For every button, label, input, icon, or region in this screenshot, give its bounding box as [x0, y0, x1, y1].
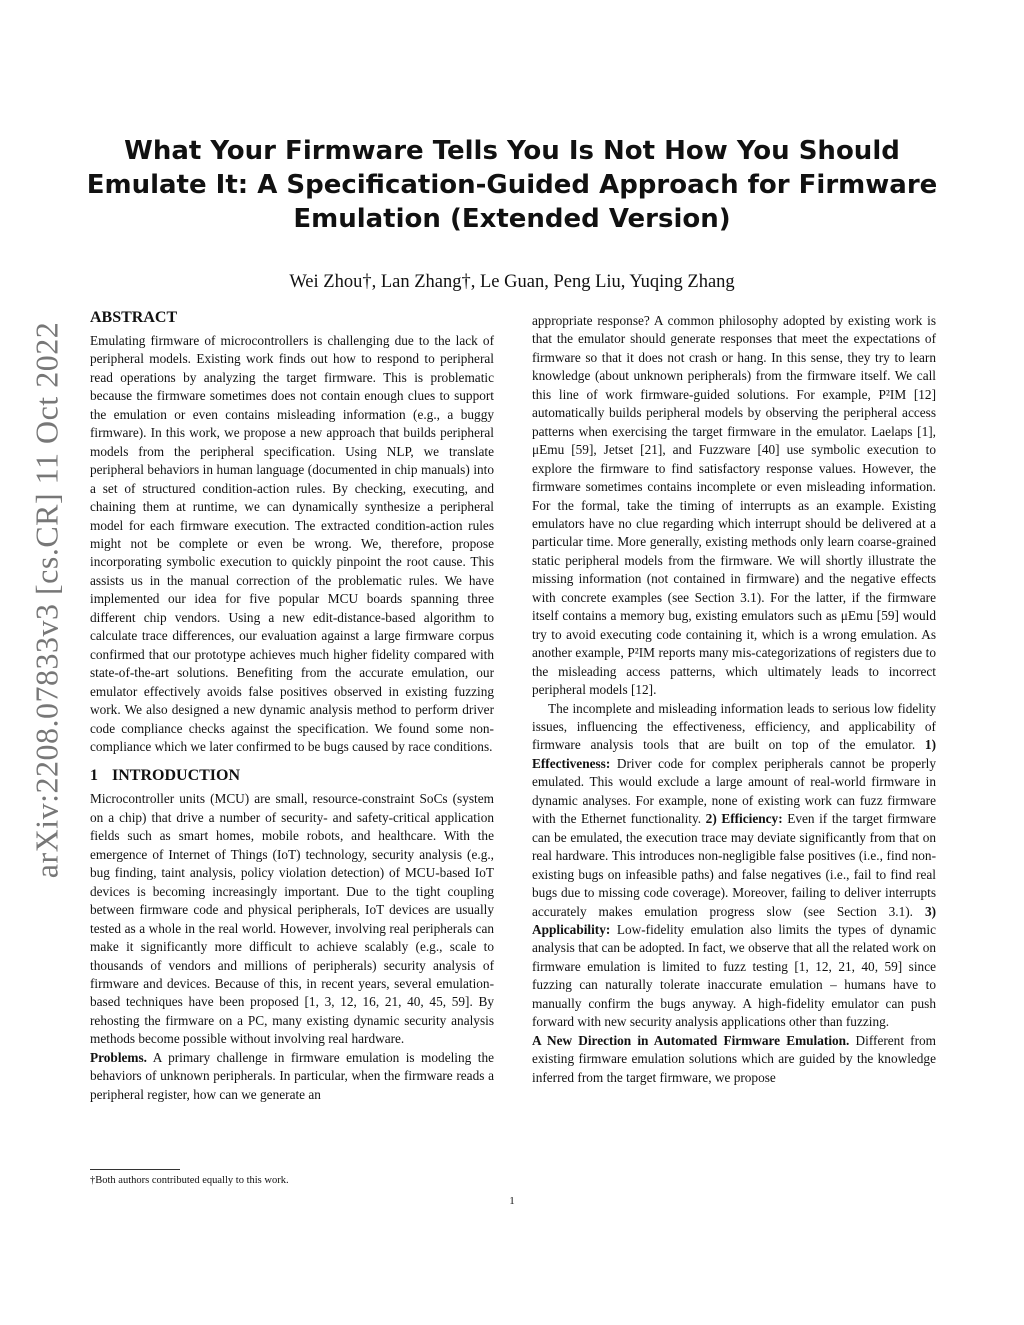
arxiv-identifier-stamp: arXiv:2208.07833v3 [cs.CR] 11 Oct 2022: [28, 321, 65, 879]
problems-label: Problems.: [90, 1049, 147, 1065]
right-paragraph-1: appropriate response? A common philosophy adopted by existing work is that the emulator should generate responses that meet the expectations of firmware so that it does not crash or hang. In this sense, they try to learn knowledge (about unknown peripherals) from the firmware itself. We call this line of work firmware-guided solutions. For example, P²IM [12] automatically builds peripheral models by observing the peripheral access patterns when exercising the target firmware in the emulator. Laelaps [1], μEmu [59], Jetset [21], and Fuzzware [40] use symbolic execution to explore the firmware to find satisfactory response values. However, the firmware sometimes contains incomplete or even misleading information. For the formal, take the timing of interrupts as an example. Existing emulators have no clue regarding which interrupt should be delivered at a particular time. More generally, existing methods only learn coarse-grained static peripheral models from the firmware. We will shortly illustrate the missing information (not contained in firmware) and the negative effects with concrete examples (see Section 3.1). For the latter, if the firmware itself contains a memory bug, existing emulators such as μEmu [59] would try to avoid executing code containing it, which is a wrong emulation. As another example, P²IM reports many mis-categorizations of registers due to the misleading access patterns, which ultimately leads to incorrect peripheral models [12].: [532, 313, 936, 698]
page-number: 1: [509, 1195, 515, 1207]
applicability-text: Low-fidelity emulation also limits the types of dynamic analysis that can be adopted. In fact, we observe that all the related work on firmware emulation is limited to fuzz testing [1, 12, 21, 40, 59] since fuzzing can naturally tolerate inaccurate emulation – humans have to manually confirm the bugs anyway. A high-fidelity emulator can push forward with new security analysis applications other than fuzzing.: [532, 921, 936, 1030]
efficiency-text: Even if the target firmware can be emulated, the execution trace may deviate significantly from that on real hardware. This introduces non-negligible false positives (i.e., find non-existing bugs on infeasible paths) and false negatives (i.e., fail to find real bugs due to missing code coverage). Moreover, failing to deliver interrupts accurately makes emulation progress slow (see Section 3.1).: [532, 811, 936, 919]
applicability-label: 3) Applicability:: [532, 903, 937, 937]
problems-text: A primary challenge in firmware emulation is modeling the behaviors of unknown peripherals. In particular, when the firmware reads a peripheral register, how can we generate an: [90, 1049, 494, 1102]
footnote: †Both authors contributed equally to this work.: [90, 1175, 289, 1186]
effectiveness-text: Driver code for complex peripherals cannot be properly emulated. This would exclude a large amount of real-world firmware in dynamic analyses. For example, none of existing work can fuzz firmware with the Ethernet functionality.: [532, 755, 936, 827]
intro-problems-paragraph: [90, 1049, 494, 1104]
new-direction-label: A New Direction in Automated Firmware Emulation.: [532, 1032, 850, 1048]
right-column: [532, 312, 936, 1087]
author-list: Wei Zhou†, Lan Zhang†, Le Guan, Peng Liu, Yuqing Zhang: [289, 272, 735, 292]
introduction-heading: [90, 766, 494, 786]
section-number: 1: [90, 767, 98, 785]
paper-title: What Your Firmware Tells You Is Not How You Should Emulate It: A Specification-Guided Approach for Firmware Emulation (Extended Version): [86, 136, 938, 234]
abstract-heading: ABSTRACT: [90, 309, 178, 326]
new-direction-paragraph: [532, 1032, 936, 1087]
effectiveness-label: 1) Effectiveness:: [532, 737, 936, 771]
abstract-text: Emulating firmware of microcontrollers is challenging due to the lack of peripheral models. Existing work finds out how to respond to peripheral read operations by analyzing the target firmware. This is problematic because the firmware sometimes does not contain enough clues to support the emulation or even contains misleading information (e.g., a buggy firmware). In this work, we propose a new approach that builds peripheral models from the peripheral specification. Using NLP, we translate peripheral behaviors in human language (documented in chip manuals) into a set of structured condition-action rules. By checking, executing, and chaining them at runtime, we can dynamically synthesize a peripheral model for each firmware execution. The extracted condition-action rules might not be complete or even be wrong. We, therefore, propose incorporating symbolic execution to quickly pinpoint the root cause. This assists us in the manual correction of the problematic rules. We have implemented our idea for five popular MCU boards spanning three different chip vendors. Using a new edit-distance-based algorithm to calculate trace differences, our evaluation against a large firmware corpus confirmed that our prototype achieves much higher fidelity compared with state-of-the-art solutions. Benefiting from the accurate emulation, our emulator effectively avoids false positives observed in existing fuzzing work. We also designed a new dynamic analysis method to perform driver code compliance checks against the specification. We found some non-compliance which we later confirmed to be bugs caused by race conditions.: [90, 333, 494, 754]
new-direction-text: Different from existing firmware emulation solutions which are guided by the knowledge inferred from the target firmware, we propose: [532, 1032, 936, 1085]
left-column: [90, 308, 494, 1104]
footnote-divider: [90, 1169, 180, 1170]
right-paragraph-2: [532, 700, 936, 1032]
fidelity-issues-text: The incomplete and misleading information leads to serious low fidelity issues, influencing the effectiveness, efficiency, and applicability of firmware analysis tools that are built on top of the emulator.: [532, 700, 936, 753]
section-title: INTRODUCTION: [112, 767, 241, 785]
efficiency-label: 2) Efficiency:: [705, 811, 783, 827]
intro-paragraph-1: Microcontroller units (MCU) are small, resource-constraint SoCs (system on a chip) that drive a number of security- and safety-critical application fields such as smart homes, mobile robots, and healthcare. With the emergence of Internet of Things (IoT) technology, security analysis (e.g., bug finding, taint analysis, policy violation detection) of MCU-based IoT devices is becoming increasingly important. Due to the tight coupling between firmware code and physical peripherals, IoT devices are usually tested as a whole in the real world. However, involving real peripherals can make it significantly more difficult to achieve scalably (e.g., scale to thousands of vendors and millions of peripherals) security analysis of firmware and devices. Because of this, in recent years, several emulation-based techniques have been proposed [1, 3, 12, 16, 21, 40, 45, 59]. By rehosting the firmware on a PC, many existing dynamic security analysis methods become possible without involving real hardware.: [90, 791, 494, 1047]
